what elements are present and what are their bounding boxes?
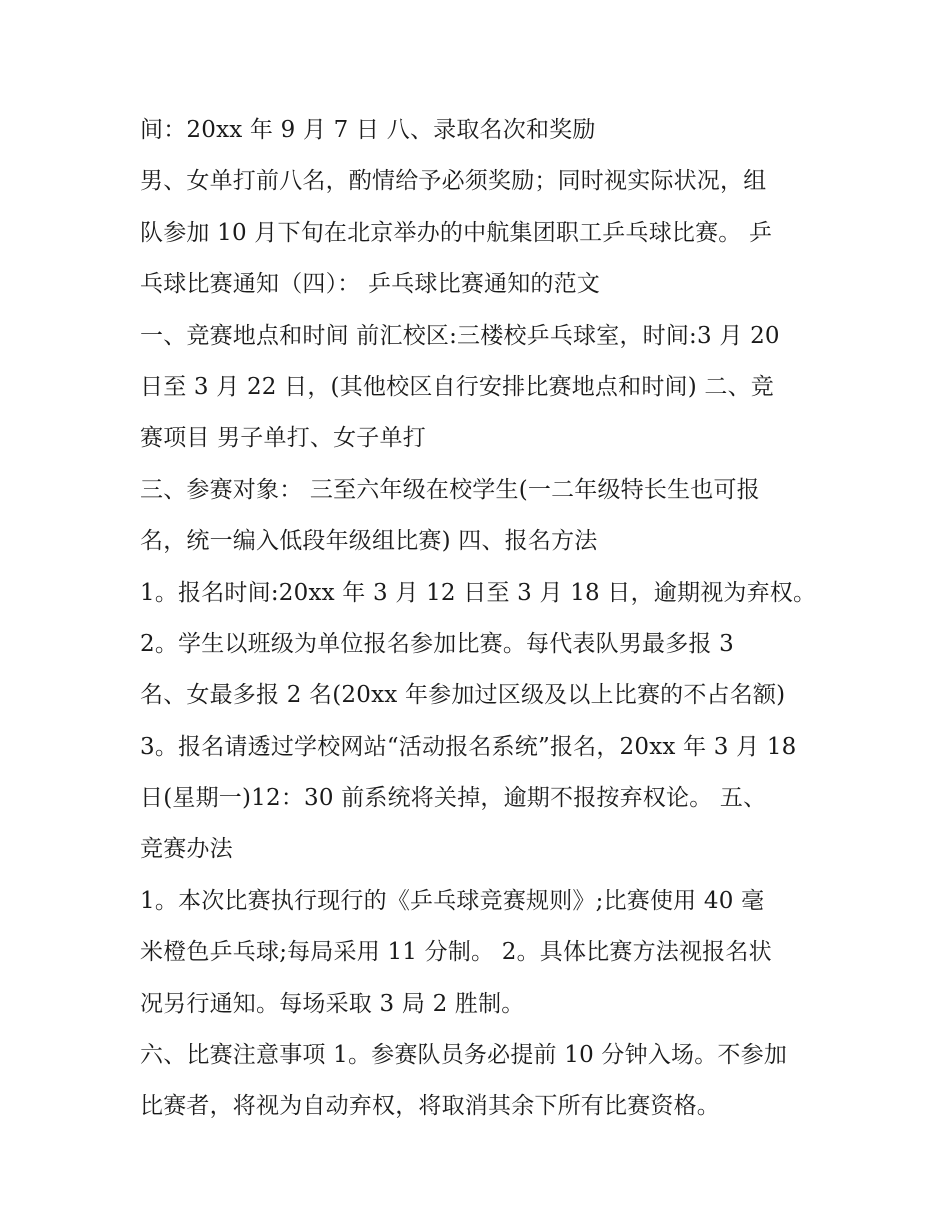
text-line: 2。学生以班级为单位报名参加比赛。每代表队男最多报 3 — [140, 630, 734, 657]
text-line: 名、女最多报 2 名(20xx 年参加过区级及以上比赛的不占名额) — [140, 682, 786, 709]
text-line: 三、参赛对象： 三至六年级在校学生(一二年级特长生也可报 — [140, 476, 760, 503]
text-line: 米橙色乒乓球;每局采用 11 分制。 2。具体比赛方法视报名状 — [140, 939, 772, 966]
text-line: 名，统一编入低段年级组比赛) 四、报名方法 — [140, 528, 598, 555]
text-line: 比赛者，将视为自动弃权，将取消其余下所有比赛资格。 — [140, 1093, 720, 1120]
text-line: 1。报名时间:20xx 年 3 月 12 日至 3 月 18 日，逾期视为弃权。 — [140, 579, 817, 606]
text-line: 六、比赛注意事项 1。参赛队员务必提前 10 分钟入场。不参加 — [140, 1042, 788, 1069]
text-line: 间：20xx 年 9 月 7 日 八、录取名次和奖励 — [140, 117, 596, 143]
text-line: 男、女单打前八名，酌情给予必须奖励；同时视实际状况，组 — [140, 168, 767, 195]
text-line: 乓球比赛通知（四）： 乒乓球比赛通知的范文 — [140, 271, 601, 298]
document-body — [140, 108, 820, 1136]
text-line: 况另行通知。每场采取 3 局 2 胜制。 — [140, 990, 525, 1017]
text-line: 日(星期一)12：30 前系统将关掉，逾期不报按弃权论。 五、 — [140, 785, 767, 812]
text-line: 赛项目 男子单打、女子单打 — [140, 425, 426, 452]
text-line: 竞赛办法 — [140, 836, 233, 863]
text-line: 一、竞赛地点和时间 前汇校区:三楼校乒乓球室，时间:3 月 20 — [140, 322, 780, 349]
text-line: 1。本次比赛执行现行的《乒乓球竞赛规则》;比赛使用 40 毫 — [140, 887, 765, 914]
text-line: 队参加 10 月下旬在北京举办的中航集团职工乒乓球比赛。 乒 — [140, 219, 773, 246]
text-line: 日至 3 月 22 日，(其他校区自行安排比赛地点和时间) 二、竞 — [140, 373, 775, 400]
text-line: 3。报名请透过学校网站“活动报名系统”报名，20xx 年 3 月 18 — [140, 733, 797, 760]
